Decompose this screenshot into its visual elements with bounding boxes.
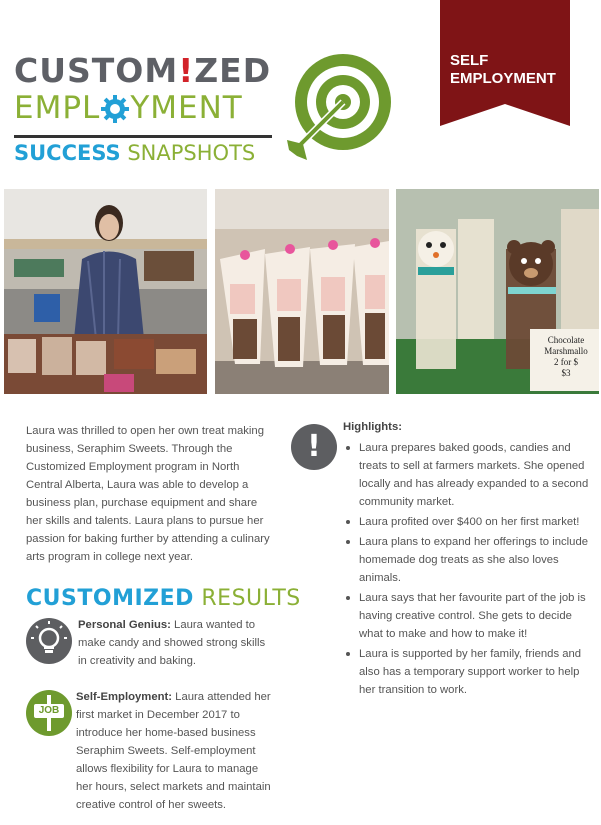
target-icon [283,52,395,160]
logo-employment: EMPL YMENT [14,90,276,132]
lightbulb-icon [26,618,72,664]
results-heading: CUSTOMIZED RESULTS [26,586,301,611]
list-item: Laura is supported by her family, friends and also has a temporary support worker to help her transition to work. [343,645,593,699]
logo-customized: CUSTOM!ZED [14,51,272,90]
price-sign: Chocolate Marshmallo 2 for $ $3 [544,335,588,378]
list-item: Laura prepares baked goods, candies and treats to sell at farmers markets. She opened locally and has already expanded to a second community market. [343,439,593,511]
list-item: Laura says that her favourite part of the job is having creative control. She gets to decide what to make and how to make it! [343,589,593,643]
logo [14,51,276,168]
photo-laura-at-market [4,189,207,394]
highlights-title: Highlights: [343,421,402,433]
highlights-list [343,439,593,701]
list-item: Laura profited over $400 on her first market! [343,513,593,531]
gear-icon [100,94,130,132]
list-item: Laura plans to expand her offerings to include homemade dog treats as she also loves animals. [343,533,593,587]
job-sign-icon: JOB [26,690,72,736]
photo-chocolate-marshmallow-pops [396,189,599,394]
logo-success-snapshots: SUCCESS SNAPSHOTS [14,141,256,165]
personal-genius-text: Personal Genius: Laura wanted to make candy and showed strong skills in creativity and baking. [78,619,266,667]
self-employment-text: Self-Employment: Laura attended her first market in December 2017 to introduce her home-based business Seraphim Sweets. Self-employment allows flexibility for Laura to manage her hours, select markets and maintain creative control of her sweets. [76,691,271,811]
banner-text: SELF EMPLOYMENT [450,52,556,87]
exclamation-icon: ! [291,424,337,470]
photo-marshmallow-bags [215,189,389,394]
intro-paragraph: Laura was thrilled to open her own treat making business, Seraphim Sweets. Through the Customized Employment program in North Central Alberta, Laura was able to develop a business plan, purchase equipment and share her skills and talents. Laura plans to pursue her passion for baking further by attending a culinary arts program in college next year. [26,425,270,563]
